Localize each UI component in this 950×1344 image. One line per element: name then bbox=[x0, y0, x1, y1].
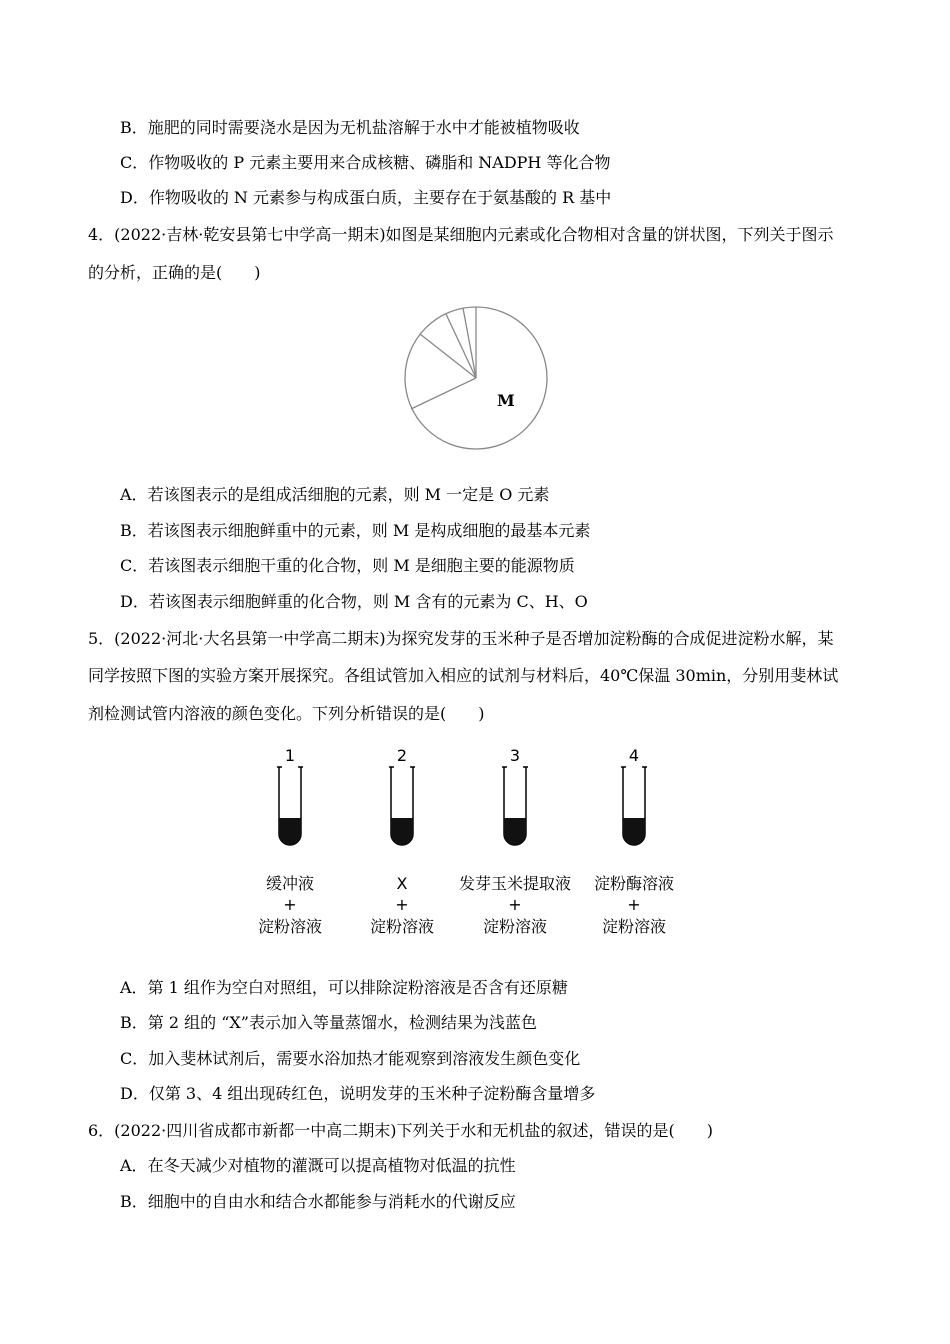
q4-option-a: A．若该图表示的是组成活细胞的元素，则 M 一定是 O 元素 bbox=[120, 485, 550, 504]
tube-3-plus: + bbox=[508, 895, 522, 914]
q5-stem-line1: 5．(2022·河北·大名县第一中学高二期末)为探究发芽的玉米种子是否增加淀粉酶的合成促进淀粉水解，某 bbox=[88, 629, 834, 648]
q3-option-c: C．作物吸收的 P 元素主要用来合成核糖、磷脂和 NADPH 等化合物 bbox=[120, 153, 611, 172]
tube-1 bbox=[258, 746, 322, 936]
pie-label-m: M bbox=[497, 391, 515, 410]
tube-3-number: 3 bbox=[509, 746, 521, 765]
q5-stem-line2: 同学按照下图的实验方案开展探究。各组试管加入相应的试剂与材料后，40℃保温 30min，分别用斐林试 bbox=[88, 666, 839, 685]
pie-chart-figure bbox=[400, 302, 552, 454]
q4-option-c: C．若该图表示细胞干重的化合物，则 M 是细胞主要的能源物质 bbox=[120, 556, 575, 575]
tube-4-plus: + bbox=[627, 895, 641, 914]
q3-option-b: B．施肥的同时需要浇水是因为无机盐溶解于水中才能被植物吸收 bbox=[120, 118, 580, 137]
q5-option-d: D．仅第 3、4 组出现砖红色，说明发芽的玉米种子淀粉酶含量增多 bbox=[120, 1084, 596, 1103]
q4-option-d: D．若该图表示细胞鲜重的化合物，则 M 含有的元素为 C、H、O bbox=[120, 592, 588, 611]
tube-4-top-label: 淀粉酶溶液 bbox=[593, 874, 675, 893]
tube-3 bbox=[459, 746, 571, 936]
q5-stem-line3: 剂检测试管内溶液的颜色变化。下列分析错误的是( ) bbox=[88, 704, 485, 723]
q4-stem-line2: 的分析，正确的是( ) bbox=[88, 263, 261, 282]
tube-2-number: 2 bbox=[396, 746, 408, 765]
tube-1-bottom-label: 淀粉溶液 bbox=[257, 917, 323, 936]
tube-1-top-label: 缓冲液 bbox=[265, 874, 315, 893]
tube-2 bbox=[370, 746, 434, 936]
tube-2-top-label: X bbox=[396, 874, 408, 893]
q6-option-a: A．在冬天减少对植物的灌溉可以提高植物对低温的抗性 bbox=[120, 1156, 516, 1175]
q5-option-a: A．第 1 组作为空白对照组，可以排除淀粉溶液是否含有还原糖 bbox=[120, 978, 568, 997]
tube-3-top-label: 发芽玉米提取液 bbox=[458, 874, 572, 893]
q6-option-b: B．细胞中的自由水和结合水都能参与消耗水的代谢反应 bbox=[120, 1192, 516, 1211]
tube-4 bbox=[594, 746, 674, 936]
tube-4-bottom-label: 淀粉溶液 bbox=[601, 917, 667, 936]
tube-4-number: 4 bbox=[628, 746, 640, 765]
q6-stem-line1: 6．(2022·四川省成都市新都一中高二期末)下列关于水和无机盐的叙述，错误的是( ) bbox=[88, 1121, 713, 1140]
tube-3-bottom-label: 淀粉溶液 bbox=[482, 917, 548, 936]
q5-option-b: B．第 2 组的 “X”表示加入等量蒸馏水，检测结果为浅蓝色 bbox=[120, 1013, 537, 1032]
q4-option-b: B．若该图表示细胞鲜重中的元素，则 M 是构成细胞的最基本元素 bbox=[120, 521, 591, 540]
test-tube-figure bbox=[250, 740, 690, 940]
q4-stem-line1: 4．(2022·吉林·乾安县第七中学高一期末)如图是某细胞内元素或化合物相对含量的饼状图，下列关于图示 bbox=[88, 225, 834, 244]
q3-option-d: D．作物吸收的 N 元素参与构成蛋白质，主要存在于氨基酸的 R 基中 bbox=[120, 188, 612, 207]
tube-2-bottom-label: 淀粉溶液 bbox=[369, 917, 435, 936]
tube-1-number: 1 bbox=[284, 746, 296, 765]
tube-2-plus: + bbox=[395, 895, 409, 914]
q5-option-c: C．加入斐林试剂后，需要水浴加热才能观察到溶液发生颜色变化 bbox=[120, 1049, 581, 1068]
tube-1-plus: + bbox=[283, 895, 297, 914]
